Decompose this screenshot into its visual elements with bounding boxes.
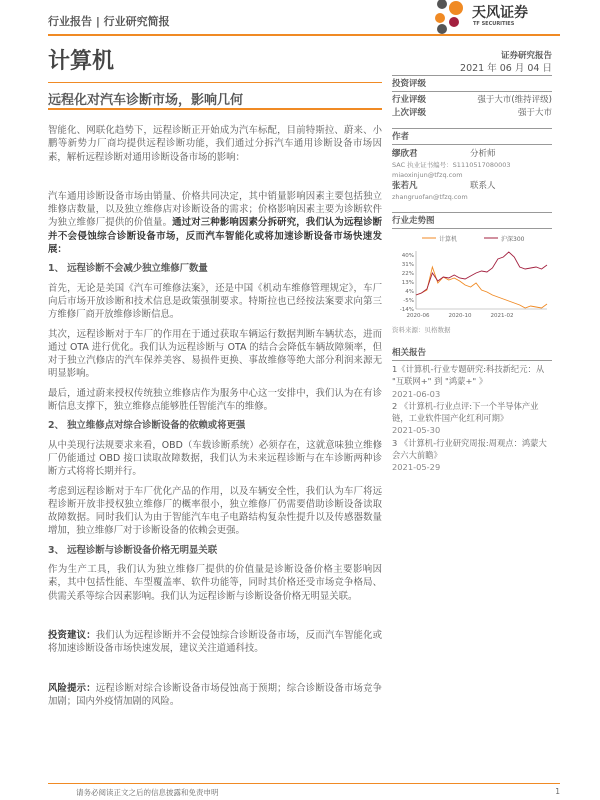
subtitle-bottom-divider bbox=[48, 108, 382, 110]
chart-source: 资料来源：贝格数据 bbox=[392, 326, 451, 334]
section-1-p2: 其次，远程诊断对于车厂的作用在于通过获取车辆运行数据判断车辆状态，进而通过 OTA 进行优化。我们认为远程诊断与 OTA 的结合会降低车辆故障频率，但对于独立汽修店的汽车保养美容、易损件更换、事故维修等绝大部分利润来源无明显影响。 bbox=[48, 328, 382, 380]
author-email[interactable]: zhangruofan@tfzq.com bbox=[392, 193, 468, 201]
main-body bbox=[48, 124, 382, 714]
author-cert: SAC 执业证书编号：S1110517080003 bbox=[392, 161, 511, 169]
y-tick-label: -14% bbox=[399, 307, 414, 313]
y-tick-label: 31% bbox=[401, 262, 414, 268]
series-line-计算机 bbox=[416, 267, 547, 308]
x-tick-label: 2020-10 bbox=[448, 313, 472, 319]
rating-row bbox=[392, 94, 552, 107]
y-tick-label: 13% bbox=[401, 280, 414, 286]
summary-plain: 汽车通用诊断设备市场由销量、价格共同决定，其中销量影响因素主要包括独立维修店数量，以及独立维修店对诊断设备的需求；价格影响因素主要为诊断软件为独立维修厂提供的价值量。 bbox=[48, 190, 382, 229]
industry-trend-chart bbox=[392, 233, 552, 321]
related-reports bbox=[392, 363, 552, 474]
rating-row bbox=[392, 107, 552, 120]
y-tick-label: -5% bbox=[403, 298, 414, 304]
x-tick-label: 2021-02 bbox=[490, 313, 514, 319]
rating-label: 行业评级 bbox=[392, 95, 427, 105]
legend-label: 沪深300 bbox=[501, 236, 525, 243]
logo-name: 天风证券 bbox=[472, 5, 528, 21]
investment-advice bbox=[48, 629, 382, 656]
invest-label: 投资建议： bbox=[48, 629, 96, 641]
rating-value: 强于大市(维持评级) bbox=[477, 95, 552, 105]
author bbox=[392, 148, 552, 160]
rating-heading: 投资评级 bbox=[392, 78, 552, 92]
section-2-p1: 从中美现行法规要求来看，OBD（车载诊断系统）必须存在，这就意味独立维修厂仍能通过 OBD 接口读取故障数据，我们认为未来远程诊断与在车诊断两种诊断方式将将长期并行。 bbox=[48, 439, 382, 478]
invest-text: 我们认为远程诊断并不会侵蚀综合诊断设备市场，反而汽车智能化或将加速诊断设备市场快速发展，建议关注道通科技。 bbox=[48, 629, 382, 655]
footer-disclaimer: 请务必阅读正文之后的信息披露和免责申明 bbox=[76, 788, 219, 797]
risk-warning bbox=[48, 682, 382, 709]
company-logo bbox=[432, 0, 562, 34]
header-divider bbox=[48, 34, 560, 36]
related-report[interactable]: 3 《计算机-行业研究周报:周观点：鸿蒙大会六大前瞻》 bbox=[392, 437, 547, 461]
page-title: 计算机 bbox=[48, 49, 115, 74]
section-1-p1: 首先，无论是美国《汽车可维修法案》，还是中国《机动车维修管理规定》，车厂向后市场开放诊断和技术信息是政策强制要求。特斯拉也已经按法案要求向第三方维修厂商开放维修诊断信息。 bbox=[48, 282, 382, 321]
legend-label: 计算机 bbox=[439, 236, 458, 243]
logo-sub: TF SECURITIES bbox=[473, 21, 515, 27]
author bbox=[392, 180, 552, 192]
author-email[interactable]: miaoxinjun@tfzq.com bbox=[392, 171, 463, 179]
section-2-heading: 2、 独立维修点对综合诊断设备的依赖或将更强 bbox=[48, 420, 246, 432]
chart-heading: 行业走势图 bbox=[392, 215, 552, 229]
author-heading: 作者 bbox=[392, 131, 552, 145]
x-tick-label: 2020-06 bbox=[406, 313, 430, 319]
section-1-heading: 1、 远程诊断不会减少独立维修厂数量 bbox=[48, 263, 208, 275]
footer-divider bbox=[48, 783, 560, 784]
author-role: 联系人 bbox=[470, 181, 496, 191]
related-date: 2021-06-03 bbox=[392, 388, 441, 399]
report-subtitle: 远程化对汽车诊断市场，影响几何 bbox=[48, 93, 244, 108]
section-2-p2: 考虑到远程诊断对于车厂优化产品的作用，以及车辆安全性，我们认为车厂将远程诊断开放非授权独立维修厂的概率很小，独立维修厂仍需要借助诊断设备读取故障数据。同时我们认为由于智能汽车电子电路结构复杂性提升以及传感器数量增加，独立维修厂对于诊断设备的依赖会更强。 bbox=[48, 485, 382, 537]
summary-bold: 通过对三种影响因素分拆研究，我们认为远程诊断并不会侵蚀综合诊断设备市场，反而汽车智能化或将加速诊断设备市场快速发展： bbox=[48, 217, 382, 256]
intro-paragraph: 智能化、网联化趋势下，远程诊断正开始成为汽车标配，目前特斯拉、蔚来、小鹏等新势力厂商均提供远程诊断功能，我们通过分拆汽车通用诊断设备市场因素，解析远程诊断对通用诊断设备市场的影响： bbox=[48, 125, 382, 163]
rating-label: 上次评级 bbox=[392, 108, 427, 118]
author-name: 缪欣君 bbox=[392, 149, 418, 159]
logo-mark-icon bbox=[432, 0, 472, 34]
section-3-heading: 3、 远程诊断与诊断设备价格无明显关联 bbox=[48, 544, 218, 556]
subtitle-top-divider bbox=[48, 82, 382, 83]
report-category: 行业报告 | 行业研究简报 bbox=[48, 15, 170, 28]
related-report[interactable]: 2 《计算机-行业点评:下一个半导体产业链，工业软件国产化红利可期》 bbox=[392, 400, 539, 424]
related-heading: 相关报告 bbox=[392, 347, 552, 361]
y-tick-label: 22% bbox=[401, 271, 414, 277]
related-date: 2021-05-30 bbox=[392, 425, 441, 436]
section-3-p1: 作为生产工具，我们认为独立维修厂提供的价值量是诊断设备价格主要影响因素，其中包括性能、车型覆盖率、软件功能等，同时其价格还受市场竞争格局、供需关系等综合因素影响。我们认为远程诊断与诊断设备价格无明显关联。 bbox=[48, 564, 382, 602]
report-type: 证券研究报告 bbox=[500, 51, 552, 61]
risk-text: 远程诊断对综合诊断设备市场侵蚀高于预期；综合诊断设备市场竞争加剧；国内外疫情加剧的风险。 bbox=[48, 682, 382, 707]
series-line-沪深300 bbox=[416, 252, 547, 295]
summary-paragraph bbox=[48, 190, 382, 256]
footer bbox=[48, 787, 560, 798]
risk-label: 风险提示： bbox=[48, 682, 96, 694]
page-number: 1 bbox=[555, 787, 560, 796]
author-name: 张若凡 bbox=[392, 181, 418, 191]
report-date: 2021 年 06 月 04 日 bbox=[392, 62, 552, 76]
sidebar bbox=[392, 50, 552, 474]
y-tick-label: 4% bbox=[405, 289, 414, 295]
related-date: 2021-05-29 bbox=[392, 462, 441, 473]
author-role: 分析师 bbox=[470, 149, 496, 159]
related-report[interactable]: 1《计算机-行业专题研究:科技新纪元：从 "互联网+" 到 "鸿蒙+" 》 bbox=[392, 364, 545, 387]
y-tick-label: 40% bbox=[401, 253, 414, 259]
section-1-p3: 最后，通过蔚来授权传统独立维修店作为服务中心这一安排中，我们认为在有诊断信息支撑下，独立维修点能够胜任智能汽车的维修。 bbox=[48, 387, 382, 413]
rating-value: 强于大市 bbox=[517, 108, 552, 118]
